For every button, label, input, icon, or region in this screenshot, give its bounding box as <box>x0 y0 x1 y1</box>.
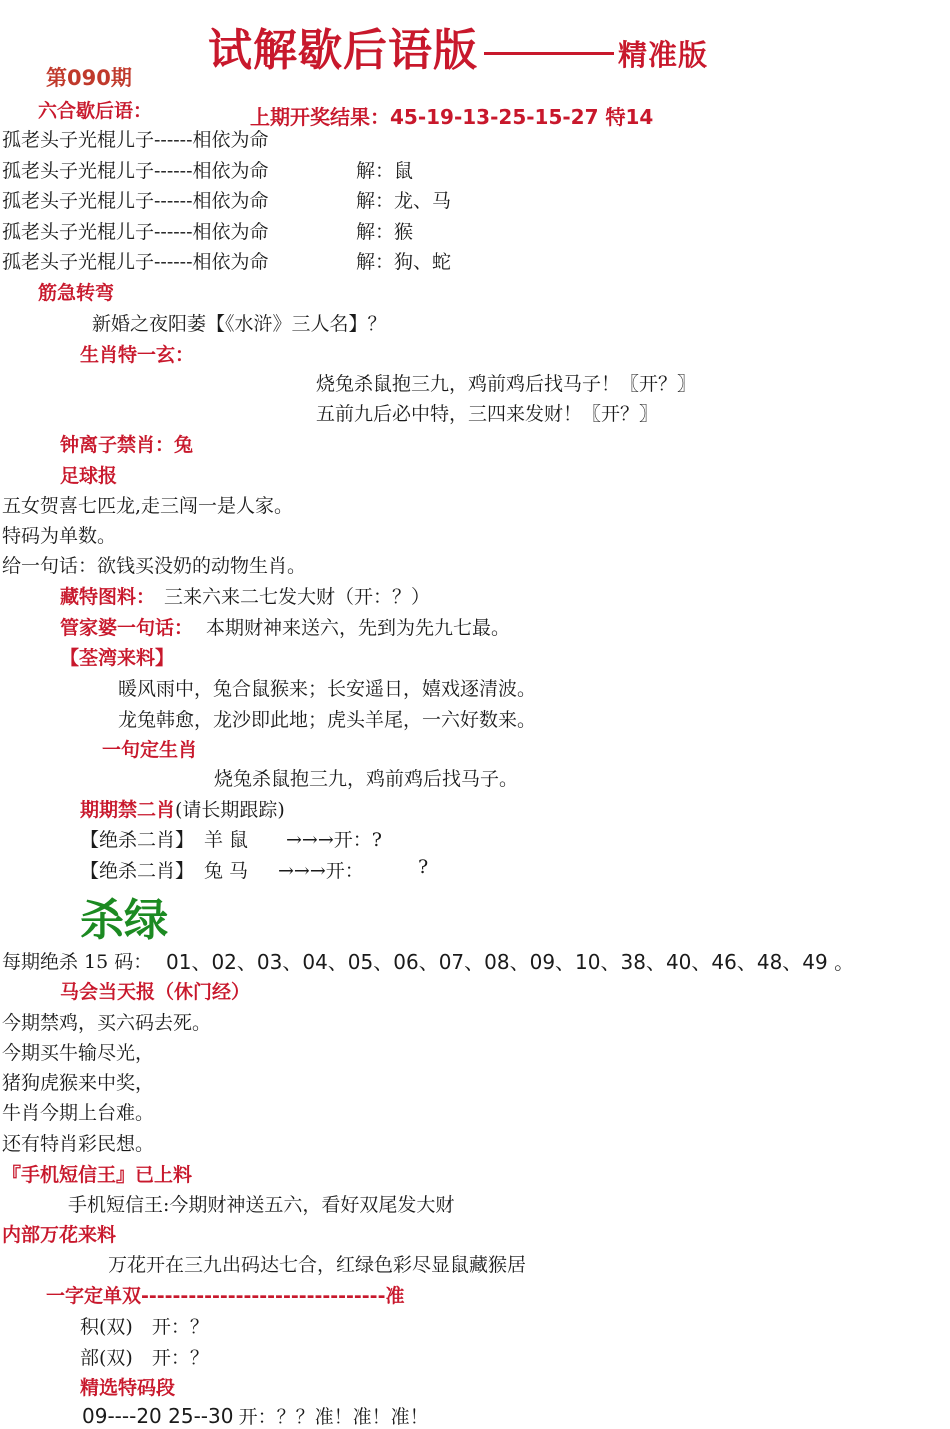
jinji-heading: 筋急转弯 <box>38 282 115 304</box>
saying-answer: 解：狗、蛇 <box>356 251 452 273</box>
juesha-result: →→→开： <box>278 860 364 882</box>
last-result: 上期开奖结果：45-19-13-25-15-27 特14 <box>250 105 654 129</box>
issue-number: 第090期 <box>46 66 132 90</box>
jingxuan-tail: 开：？？准！准！准！ <box>238 1406 429 1428</box>
yizi-heading: 一字定单双-------------------------------准 <box>46 1285 405 1307</box>
shalv-prefix: 每期绝杀 15 码： <box>2 951 153 973</box>
saying-row: 孤老头子光棍儿子------相依为命 <box>2 221 269 243</box>
juesha-result: →→→开：? <box>286 829 382 851</box>
jingxuan-codes: 09----20 25--30 <box>82 1404 234 1428</box>
juesha-animals: 羊 鼠 <box>204 829 249 851</box>
saying-row: 孤老头子光棍儿子------相依为命 <box>2 190 269 212</box>
qiqi-note: (请长期跟踪) <box>175 799 285 821</box>
mahui-line: 还有特肖彩民想。 <box>2 1133 155 1155</box>
zuqiubao-line: 五女贺喜七匹龙,走三闯一是人家。 <box>2 495 294 517</box>
quanwan-line: 龙兔韩愈，龙沙即此地；虎头羊尾，一六好数来。 <box>118 709 537 731</box>
mahui-line: 牛肖今期上台难。 <box>2 1102 155 1124</box>
mahui-line: 今期买牛输尽光， <box>2 1042 155 1064</box>
yixuan-line: 烧兔杀鼠抱三九，鸡前鸡后找马子！〖开？〗 <box>316 373 697 395</box>
title-text: 试解歇后语版 <box>208 25 478 76</box>
yixuan-heading: 生肖特一玄： <box>80 344 195 366</box>
page-title <box>208 14 708 78</box>
juesha-label: 【绝杀二肖】 <box>80 829 195 851</box>
mahui-heading: 马会当天报（休门经） <box>60 981 251 1003</box>
neibu-heading: 内部万花来料 <box>2 1224 117 1246</box>
quanwan-line: 暖风雨中，兔合鼠猴来；长安遥日，嬉戏逐清波。 <box>118 678 537 700</box>
shalv-heading: 杀绿 <box>80 895 168 946</box>
yiju-text: 烧兔杀鼠抱三九，鸡前鸡后找马子。 <box>214 768 519 790</box>
cangte-label: 藏特图料： <box>60 586 156 608</box>
jingxuan-line <box>82 1402 429 1429</box>
juesha-label: 【绝杀二肖】 <box>80 860 195 882</box>
saying-row: 孤老头子光棍儿子------相依为命 <box>2 251 269 273</box>
zuqiubao-line: 特码为单数。 <box>2 525 117 547</box>
guanjiapo-text: 本期财神来送六，先到为先九七最。 <box>206 617 511 639</box>
qiqi-heading: 期期禁二肖 <box>80 799 176 821</box>
yiju-heading: 一句定生肖 <box>102 739 198 761</box>
saying-answer: 解：鼠 <box>356 160 414 182</box>
shalv-codes: 01、02、03、04、05、06、07、08、09、10、38、40、46、48、49 。 <box>166 950 855 974</box>
zhonglizi-line: 钟离子禁肖：兔 <box>60 434 194 456</box>
zuqiubao-line: 给一句话：欲钱买没奶的动物生肖。 <box>2 555 307 577</box>
saying-answer: 解：龙、马 <box>356 190 452 212</box>
guanjiapo-label: 管家婆一句话： <box>60 617 194 639</box>
zuqiubao-heading: 足球报 <box>60 465 118 487</box>
cangte-text: 三来六来二七发大财（开：？） <box>164 586 431 608</box>
juesha-animals: 兔 马 <box>204 860 249 882</box>
mahui-line: 猪狗虎猴来中奖， <box>2 1072 155 1094</box>
liuhe-heading: 六合歇后语： <box>38 100 153 122</box>
title-divider <box>484 52 614 55</box>
neibu-text: 万花开在三九出码达七合，红绿色彩尽显鼠藏猴居 <box>108 1254 527 1276</box>
jinji-text: 新婚之夜阳萎【《水浒》三人名】？ <box>92 313 387 335</box>
shouji-heading: 『手机短信王』已上料 <box>2 1164 193 1186</box>
saying-row: 孤老头子光棍儿子------相依为命 <box>2 129 269 151</box>
quanwan-heading: 【荃湾来料】 <box>60 647 175 669</box>
qiqi-heading-line <box>80 795 285 822</box>
juesha-question: ? <box>418 856 429 878</box>
jingxuan-heading: 精选特码段 <box>80 1377 176 1399</box>
yizi-row: 部(双) 开：？ <box>80 1347 209 1369</box>
shouji-text: 手机短信王:今期财神送五六，看好双尾发大财 <box>68 1194 455 1216</box>
saying-answer: 解：猴 <box>356 221 414 243</box>
saying-row: 孤老头子光棍儿子------相依为命 <box>2 160 269 182</box>
title-suffix: 精准版 <box>618 38 709 72</box>
yixuan-line: 五前九后必中特，三四来发财！〖开？〗 <box>316 403 659 425</box>
yizi-row: 积(双) 开：？ <box>80 1316 209 1338</box>
mahui-line: 今期禁鸡，买六码去死。 <box>2 1012 212 1034</box>
